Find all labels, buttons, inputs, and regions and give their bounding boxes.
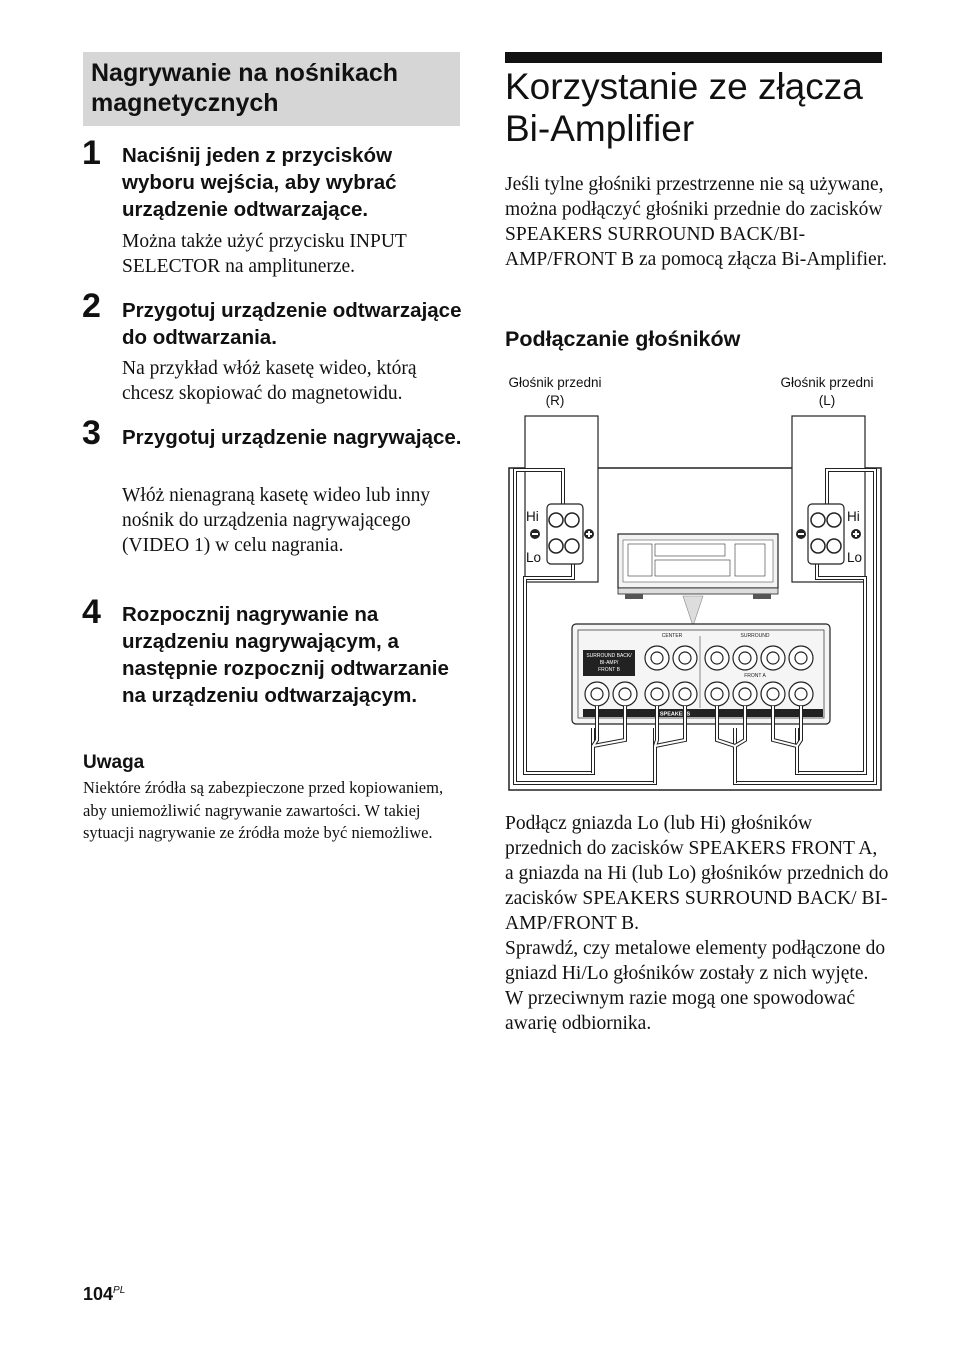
page-number xyxy=(83,1284,125,1305)
step-4-number: 4 xyxy=(82,593,101,631)
terminal-r-hi-minus xyxy=(549,513,563,527)
step-2-heading: Przygotuj urządzenie odtwarzające do odtwarzania. xyxy=(122,299,462,349)
terminal-r-lo-minus xyxy=(549,539,563,553)
hi-label-r: Hi xyxy=(526,509,539,524)
step-1-body: Można także użyć przycisku INPUT SELECTOR na amplitunerze. xyxy=(122,231,407,277)
page-number-suffix: PL xyxy=(113,1285,126,1296)
speaker-r-label: Głośnik przedni (R) xyxy=(508,375,602,408)
svg-text:CENTER: CENTER xyxy=(661,633,683,639)
lo-label-l: Lo xyxy=(847,550,863,565)
terminal-plate-l xyxy=(808,504,844,564)
svg-text:BI-AMP/: BI-AMP/ xyxy=(599,660,619,666)
intro-paragraph: Jeśli tylne głośniki przestrzenne nie są używane, można podłączyć głośniki przednie do zacisków SPEAKERS SURROUND BACK/BI-AMP/FRONT B za pomocą złącza Bi-Amplifier. xyxy=(505,174,887,270)
note-body: Niektóre źródła są zabezpieczone przed kopiowaniem, aby uniemożliwić nagrywanie zawartości. W takiej sytuacji nagrywanie ze źródła może być niemożliwe. xyxy=(83,778,444,842)
svg-text:SURROUND: SURROUND xyxy=(740,633,770,639)
bottom-paragraph-1: Podłącz gniazda Lo (lub Hi) głośników przednich do zacisków SPEAKERS FRONT A, a gniazda na Hi (lub Lo) głośników przednich do zacisków SPEAKERS SURROUND BACK/ BI-AMP/FRONT B. xyxy=(505,813,889,934)
step-1-number: 1 xyxy=(82,134,101,172)
step-4-heading: Rozpocznij nagrywanie na urządzeniu nagrywającym, a następnie rozpocznij odtwarzanie na urządzeniu odtwarzającym. xyxy=(122,603,449,707)
svg-text:FRONT A: FRONT A xyxy=(744,673,766,679)
step-3-body: Włóż nienagraną kasetę wideo lub inny nośnik do urządzenia nagrywającego (VIDEO 1) w celu nagrania. xyxy=(122,485,431,556)
terminal-plate-r xyxy=(547,504,583,564)
terminal-r-lo-plus xyxy=(565,539,579,553)
bottom-paragraph-2: Sprawdź, czy metalowe elementy podłączone do gniazd Hi/Lo głośników zostały z nich wyjęte. W przeciwnym razie mogą one spowodować awarię odbiornika. xyxy=(505,938,886,1034)
bottom-paragraph xyxy=(505,811,890,1036)
step-3-number: 3 xyxy=(82,414,101,452)
svg-text:FRONT B: FRONT B xyxy=(598,667,620,673)
step-2-body: Na przykład włóż kasetę wideo, którą chcesz skopiować do magnetowidu. xyxy=(122,358,417,404)
svg-text:SURROUND BACK/: SURROUND BACK/ xyxy=(586,653,632,659)
step-2-number: 2 xyxy=(82,287,101,325)
step-1-heading: Naciśnij jeden z przycisków wyboru wejścia, aby wybrać urządzenie odtwarzające. xyxy=(122,144,397,221)
note-title: Uwaga xyxy=(83,752,145,773)
step-3-heading: Przygotuj urządzenie nagrywające. xyxy=(122,426,462,449)
subsection-title: Podłączanie głośników xyxy=(505,327,741,351)
speakers-label-bar xyxy=(583,709,823,717)
lo-label-r: Lo xyxy=(526,550,542,565)
svg-text:SPEAKERS: SPEAKERS xyxy=(659,711,691,718)
diagram-svg xyxy=(505,368,887,793)
terminal-r-hi-plus xyxy=(565,513,579,527)
main-title: Korzystanie ze złącza Bi-Amplifier xyxy=(505,66,863,149)
section-title: Nagrywanie na nośnikach magnetycznych xyxy=(91,59,399,117)
speaker-l-label: Głośnik przedni (L) xyxy=(780,375,874,408)
hi-label-l: Hi xyxy=(847,509,860,524)
page-number-value: 104 xyxy=(83,1284,114,1304)
title-rule xyxy=(505,52,882,63)
speaker-connection-diagram xyxy=(505,368,887,793)
